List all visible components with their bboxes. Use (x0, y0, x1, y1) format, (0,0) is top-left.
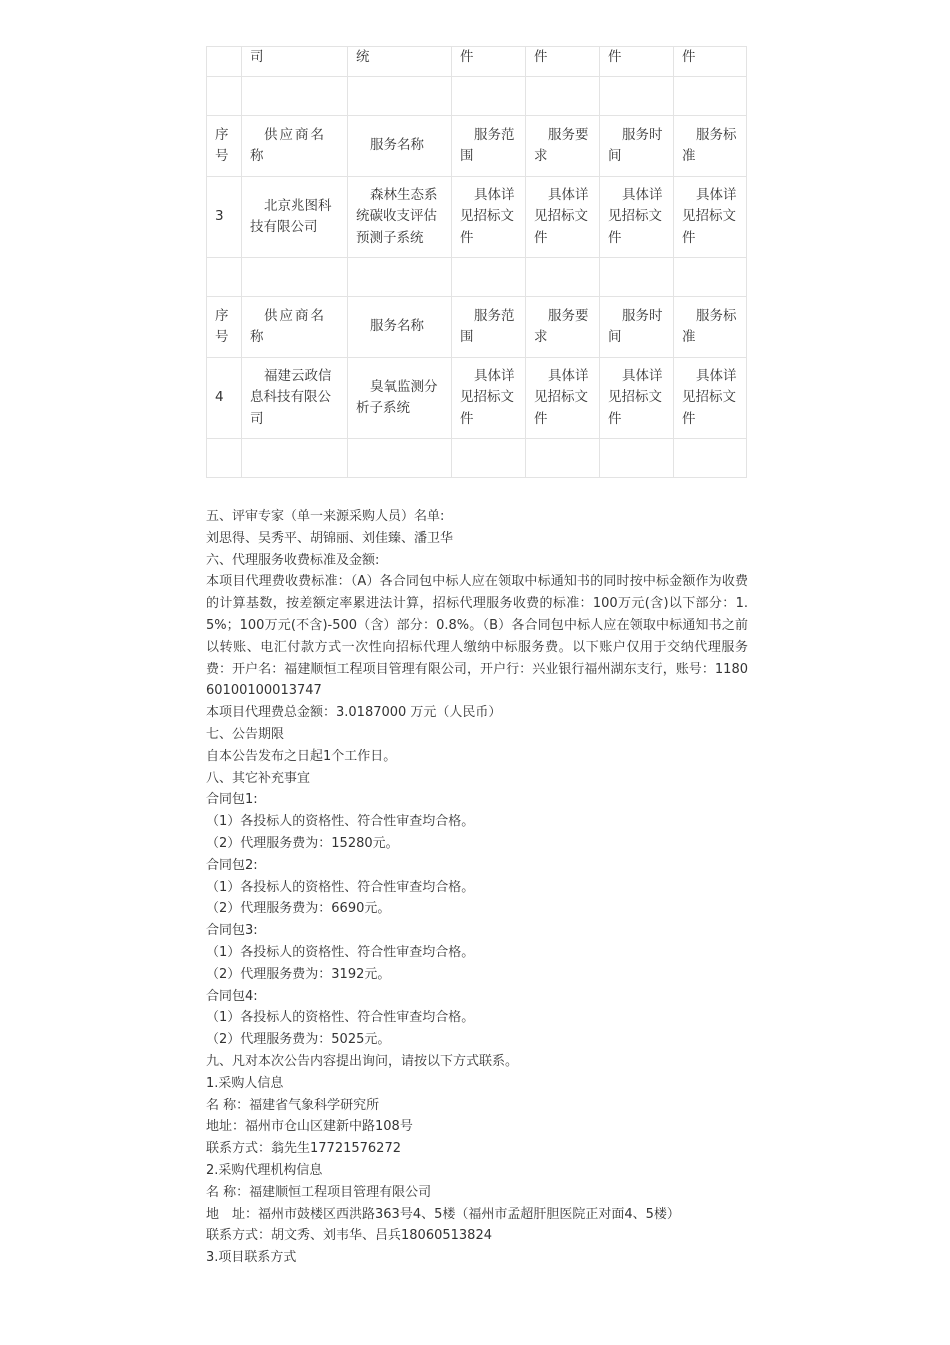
header-supplier: 供应商名称 (242, 116, 348, 177)
header-service-name: 服务名称 (348, 297, 452, 358)
header-scope: 服务范围 (452, 297, 526, 358)
period-heading: 七、公告期限 (206, 726, 285, 742)
cell-scope: 具体详见招标文件 (452, 358, 526, 439)
cell-seq (207, 47, 242, 77)
package-fee: （2）代理服务费为：3192元。 (206, 966, 391, 982)
header-requirement: 服务要求 (526, 116, 600, 177)
contact-heading: 九、凡对本次公告内容提出询问，请按以下方式联系。 (206, 1053, 519, 1069)
table-row (207, 358, 747, 439)
header-standard: 服务标准 (674, 297, 747, 358)
package-check: （1）各投标人的资格性、符合性审查均合格。 (206, 944, 475, 960)
package-title: 合同包4: (206, 988, 258, 1004)
package-check: （1）各投标人的资格性、符合性审查均合格。 (206, 814, 475, 830)
cell-time: 具体详见招标文件 (600, 358, 674, 439)
table-spacer-row (207, 439, 747, 478)
agency-heading: 2.采购代理机构信息 (206, 1162, 323, 1178)
header-time: 服务时间 (600, 297, 674, 358)
project-contact-heading: 3.项目联系方式 (206, 1250, 297, 1266)
header-requirement: 服务要求 (526, 297, 600, 358)
experts-list: 刘思得、吴秀平、胡锦丽、刘佳臻、潘卫华 (206, 530, 454, 546)
cell-supplier: 北京兆图科技有限公司 (242, 177, 348, 258)
table-spacer-row (207, 258, 747, 297)
cell-seq: 4 (207, 358, 242, 439)
header-scope: 服务范围 (452, 116, 526, 177)
table-row-partial (207, 47, 747, 77)
cell-time: 具体详见招标文件 (600, 177, 674, 258)
experts-heading: 五、评审专家（单一来源采购人员）名单: (206, 509, 445, 524)
header-seq: 序号 (207, 116, 242, 177)
package-title: 合同包2: (206, 857, 258, 873)
fee-total: 本项目代理费总金额：3.0187000 万元（人民币） (206, 705, 502, 721)
purchaser-name: 名 称：福建省气象科学研究所 (206, 1097, 380, 1113)
cell-supplier: 司 (242, 47, 348, 77)
package-title: 合同包1: (206, 792, 258, 808)
table-header-row (207, 116, 747, 177)
package-fee: （2）代理服务费为：5025元。 (206, 1032, 391, 1048)
cell-scope: 件 (452, 47, 526, 77)
cell-requirement: 具体详见招标文件 (526, 358, 600, 439)
cell-supplier: 福建云政信息科技有限公司 (242, 358, 348, 439)
table-spacer-row (207, 77, 747, 116)
agency-contact: 联系方式：胡文秀、刘韦华、吕兵18060513824 (206, 1228, 492, 1244)
table-header-row (207, 297, 747, 358)
cell-requirement: 件 (526, 47, 600, 77)
cell-time: 件 (600, 47, 674, 77)
package-fee: （2）代理服务费为：6690元。 (206, 901, 391, 917)
header-supplier: 供应商名称 (242, 297, 348, 358)
announcement-body (206, 506, 748, 1269)
other-heading: 八、其它补充事宜 (206, 770, 311, 786)
package-title: 合同包3: (206, 923, 258, 939)
purchaser-contact: 联系方式：翁先生17721576272 (206, 1141, 401, 1157)
cell-service-name: 臭氧监测分析子系统 (348, 358, 452, 439)
package-check: （1）各投标人的资格性、符合性审查均合格。 (206, 1010, 475, 1026)
header-service-name: 服务名称 (348, 116, 452, 177)
agency-address: 地 址：福州市鼓楼区西洪路363号4、5楼（福州市孟超肝胆医院正对面4、5楼） (206, 1206, 680, 1222)
cell-service-name: 森林生态系统碳收支评估预测子系统 (348, 177, 452, 258)
cell-seq: 3 (207, 177, 242, 258)
cell-standard: 具体详见招标文件 (674, 358, 747, 439)
header-standard: 服务标准 (674, 116, 747, 177)
purchaser-heading: 1.采购人信息 (206, 1075, 284, 1091)
award-table (206, 46, 747, 478)
cell-standard: 件 (674, 47, 747, 77)
header-seq: 序号 (207, 297, 242, 358)
purchaser-address: 地址：福州市仓山区建新中路108号 (206, 1119, 413, 1135)
fee-standard: 本项目代理费收费标准：（A）各合同包中标人应在领取中标通知书的同时按中标金额作为收费的计算基数，按差额定率累进法计算，招标代理服务收费的标准：100万元(含)以下部分：1.5%；100万元(不含)-500（含）部分：0.8%。（B）各合同包中标人应在领取中标通知书之前以转账、电汇付款方式一次性向招标代理人缴纳中标服务费。以下账户仅用于交纳代理服务费：开户名：福建顺恒工程项目管理有限公司，开户行：兴业银行福州湖东支行，账号：118060100100013747 (206, 574, 748, 699)
fee-heading: 六、代理服务收费标准及金额: (206, 552, 380, 568)
package-fee: （2）代理服务费为：15280元。 (206, 835, 399, 851)
cell-service-name: 统 (348, 47, 452, 77)
period-text: 自本公告发布之日起1个工作日。 (206, 748, 397, 764)
header-time: 服务时间 (600, 116, 674, 177)
agency-name: 名 称：福建顺恒工程项目管理有限公司 (206, 1184, 432, 1200)
cell-requirement: 具体详见招标文件 (526, 177, 600, 258)
cell-scope: 具体详见招标文件 (452, 177, 526, 258)
package-check: （1）各投标人的资格性、符合性审查均合格。 (206, 879, 475, 895)
table-row (207, 177, 747, 258)
cell-standard: 具体详见招标文件 (674, 177, 747, 258)
